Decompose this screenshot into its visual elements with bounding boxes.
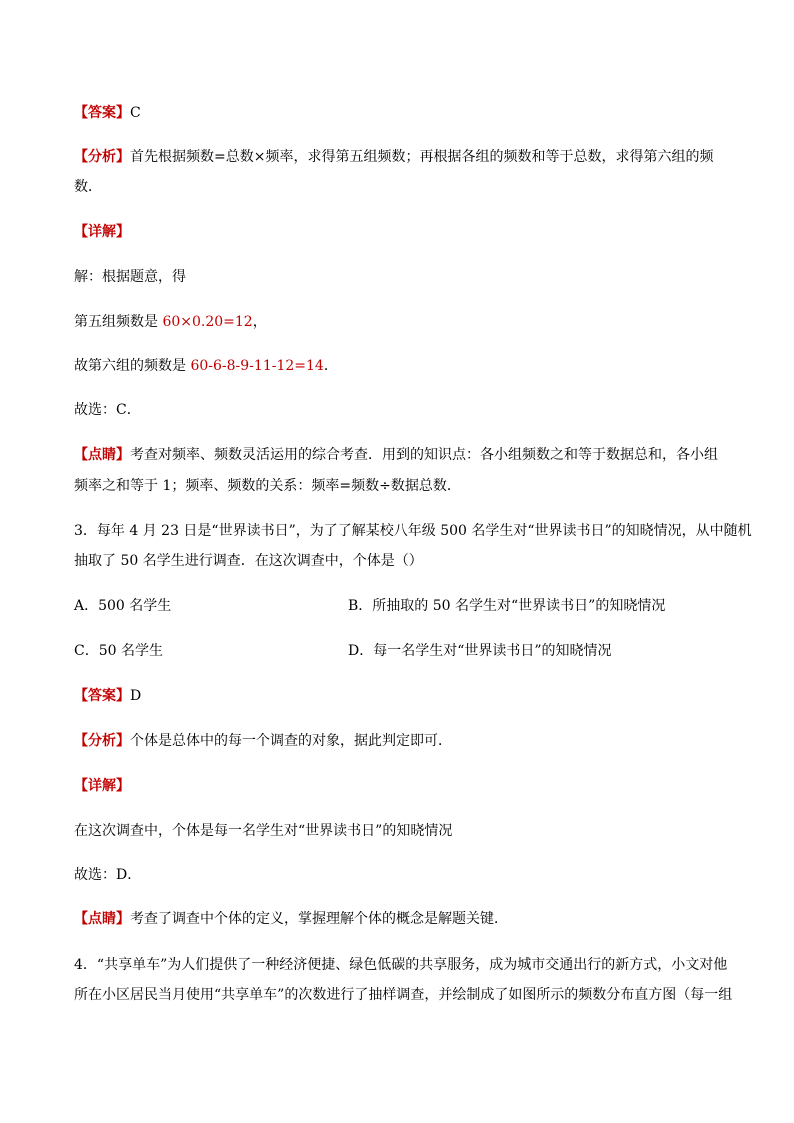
answer-value: D [130, 688, 142, 704]
q2-analysis-line2: 数． [74, 179, 102, 195]
q3-option-a: A．500 名学生 [74, 598, 172, 614]
answer-tag: 【答案】 [74, 688, 130, 704]
q2-detail-heading [74, 222, 728, 242]
analysis-tag: 【分析】 [74, 149, 130, 165]
step2-text: 故第六组的频数是 [74, 358, 191, 374]
q2-analysis-line1 [74, 147, 728, 167]
q4-stem-line2: 所在小区居民当月使用“共享单车”的次数进行了抽样调查，并绘制成了如图所示的频数分布直方图（每一组 [74, 987, 733, 1003]
q2-step2 [74, 356, 728, 376]
detail-tag: 【详解】 [74, 778, 130, 794]
q3-answer [74, 686, 728, 706]
comment-tag: 【点睛】 [74, 911, 130, 927]
q3-option-d: D．每一名学生对“世界读书日”的知晓情况 [348, 643, 612, 659]
q3-stem-line2: 抽取了 50 名学生进行调查．在这次调查中，个体是（） [74, 553, 423, 569]
step2-expression: 60-6-8-9-11-12=14 [190, 358, 324, 374]
step2-end: ． [323, 358, 338, 374]
comment-tag: 【点睛】 [74, 447, 130, 463]
q3-option-b: B．所抽取的 50 名学生对“世界读书日”的知晓情况 [348, 598, 666, 614]
q3-detail: 在这次调查中，个体是每一名学生对“世界读书日”的知晓情况 [74, 823, 453, 839]
q3-choose: 故选：D． [74, 867, 142, 883]
q3-stem-line1: 3．每年 4 月 23 日是“世界读书日”，为了了解某校八年级 500 名学生对“世界读书日”的知晓情况，从中随机 [74, 523, 752, 539]
q2-comment-line1 [74, 445, 728, 465]
analysis-text: 个体是总体中的每一个调查的对象，据此判定即可． [130, 733, 452, 749]
q3-detail-heading [74, 776, 728, 796]
q2-step1 [74, 312, 728, 332]
detail-tag: 【详解】 [74, 224, 130, 240]
q3-analysis [74, 731, 728, 751]
q2-answer [74, 103, 728, 123]
step1-text: 第五组频数是 [74, 314, 163, 330]
q3-option-c: C．50 名学生 [74, 643, 163, 659]
q2-solve: 解：根据题意，得 [74, 269, 186, 285]
answer-tag: 【答案】 [74, 105, 130, 121]
analysis-text: 首先根据频数=总数×频率，求得第五组频数；再根据各组的频数和等于总数，求得第六组的频 [130, 149, 714, 165]
comment-text: 考查了调查中个体的定义，掌握理解个体的概念是解题关键． [130, 911, 508, 927]
analysis-tag: 【分析】 [74, 733, 130, 749]
comment-text: 考查对频率、频数灵活运用的综合考查．用到的知识点：各小组频数之和等于数据总和，各小组 [130, 447, 718, 463]
step1-expression: 60×0.20=12 [162, 314, 253, 330]
q3-comment [74, 909, 728, 929]
step1-end: ， [252, 314, 267, 330]
q2-comment-line2: 频率之和等于 1；频率、频数的关系：频率=频数÷数据总数． [74, 478, 461, 494]
q2-choose: 故选：C． [74, 402, 141, 418]
q4-stem-line1: 4．“共享单车”为人们提供了一种经济便捷、绿色低碳的共享服务，成为城市交通出行的新方式，小文对他 [74, 957, 728, 973]
answer-value: C [130, 105, 141, 121]
